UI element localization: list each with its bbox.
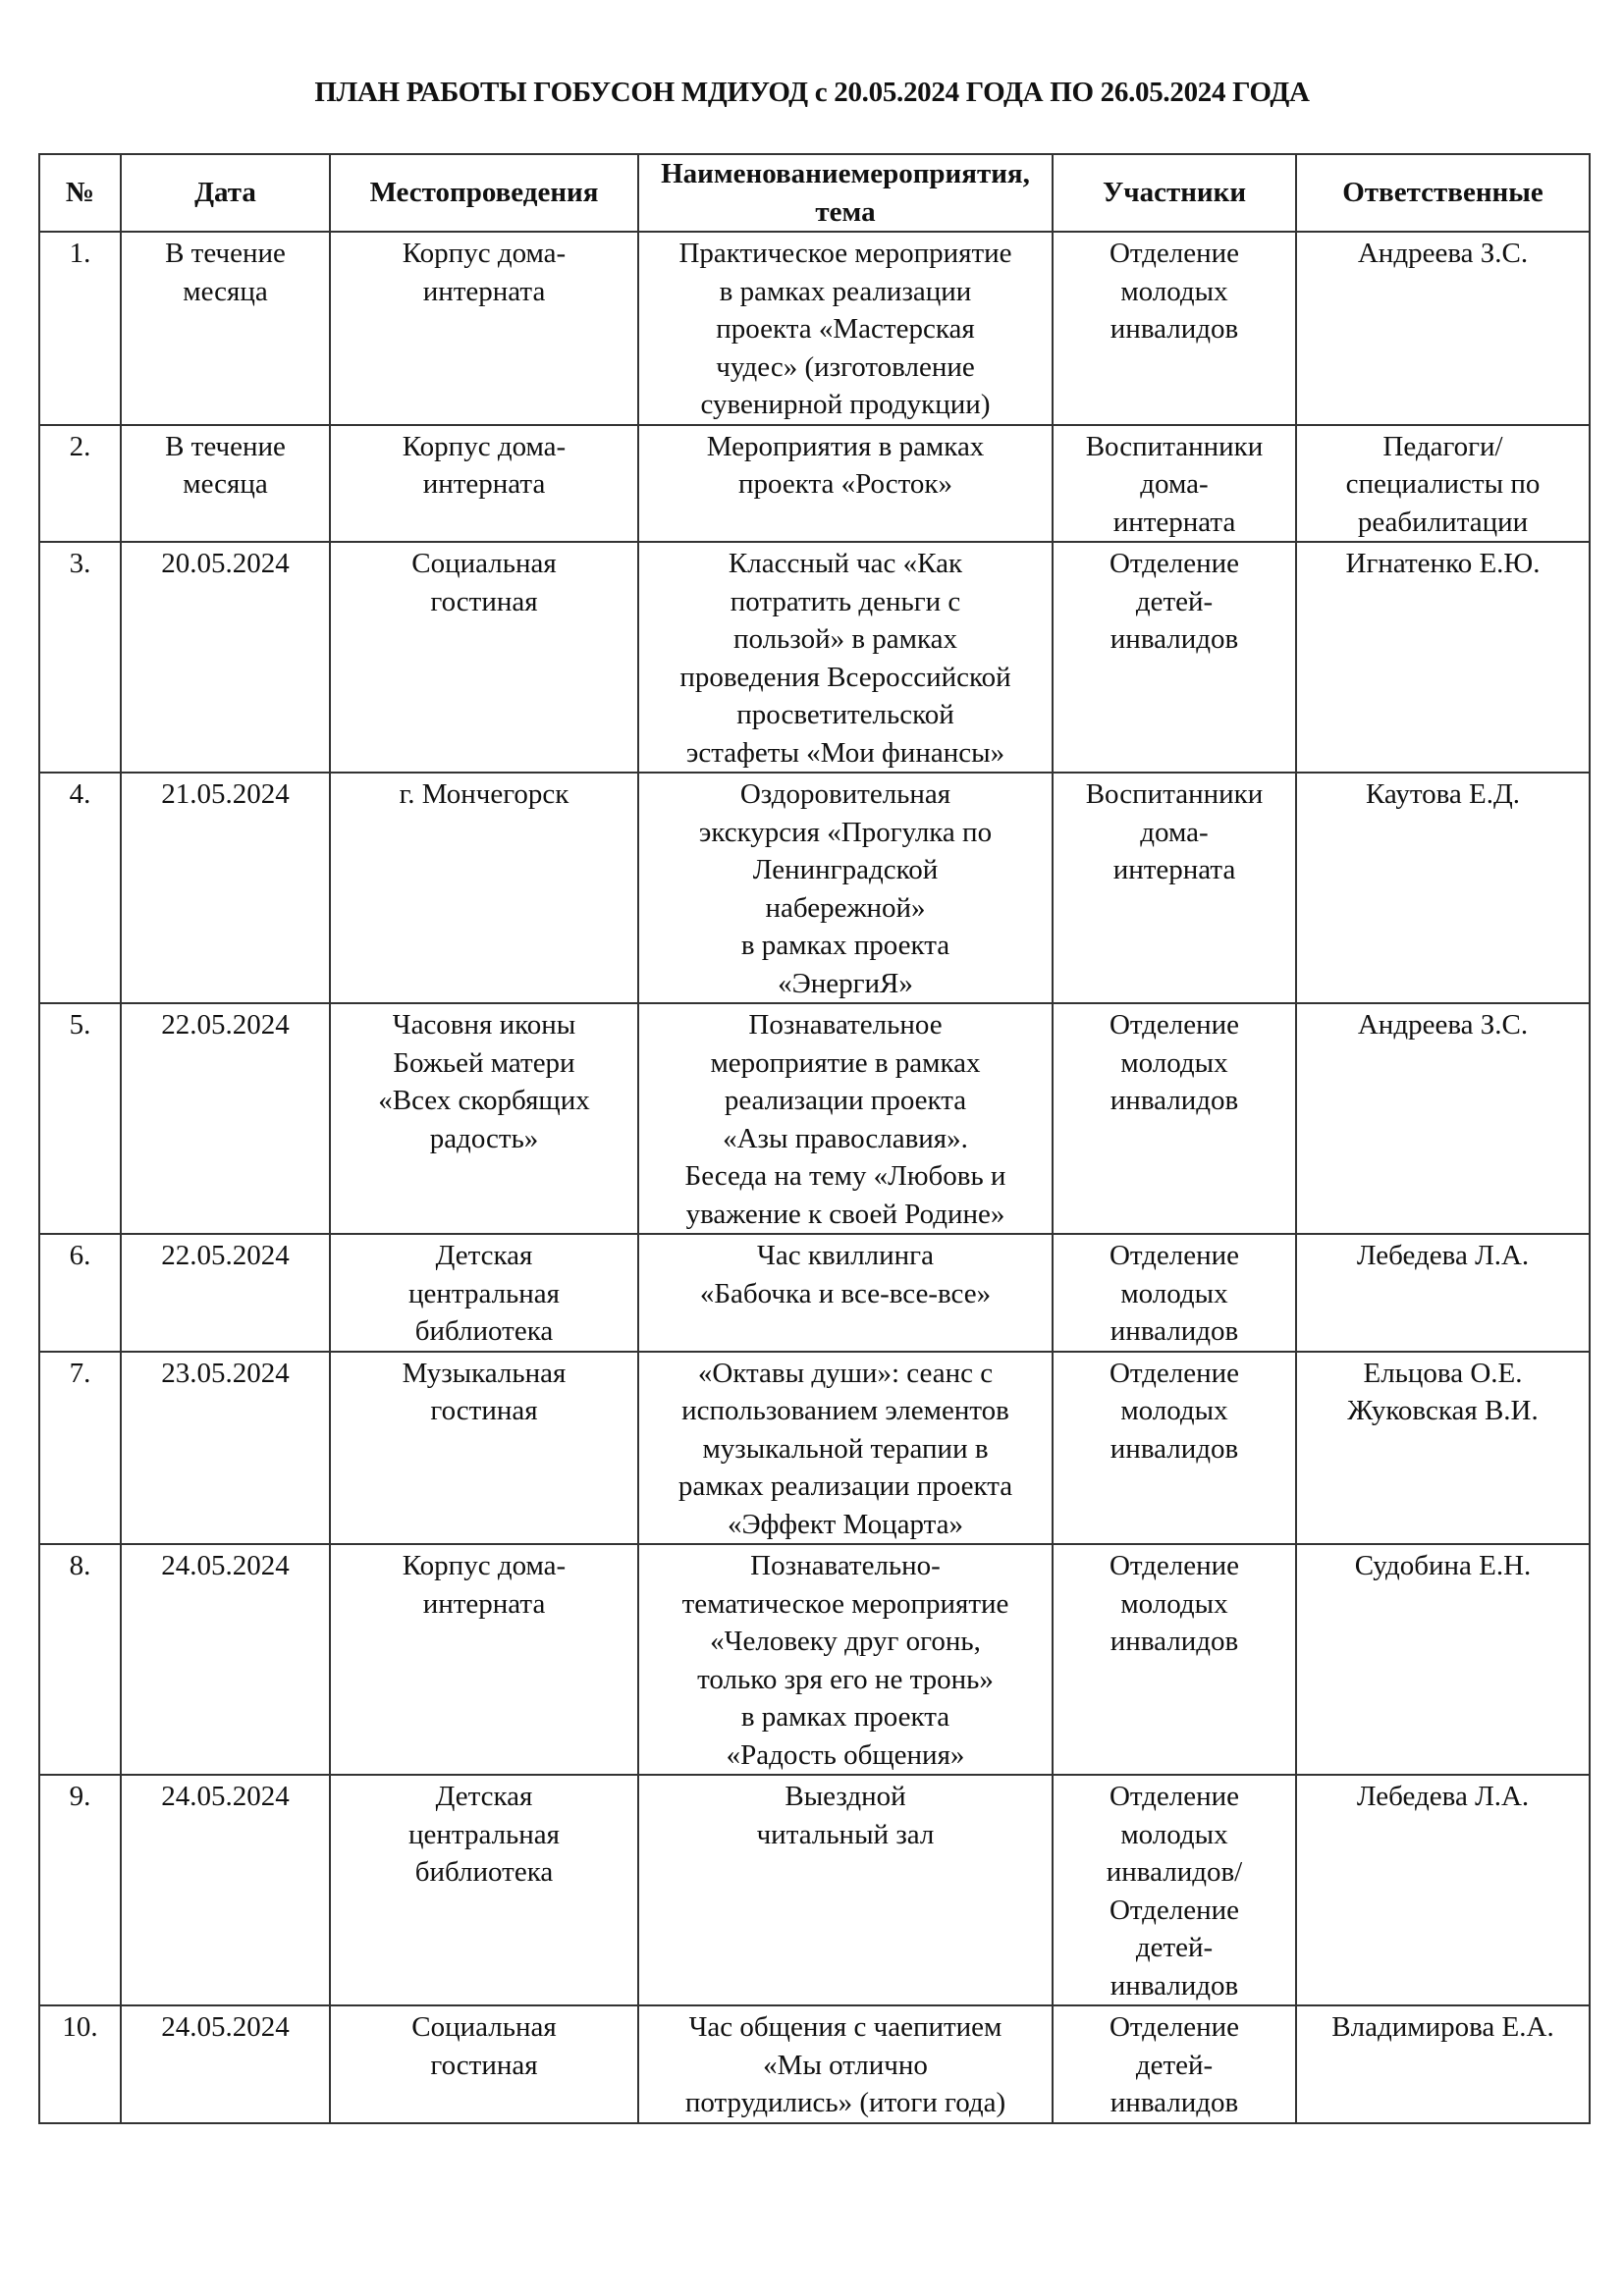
cell-event xyxy=(638,773,1053,1003)
cell-place xyxy=(330,1544,638,1775)
cell-text-line: «Всех скорбящих xyxy=(378,1085,590,1116)
cell-text-line: детей- xyxy=(1135,1932,1214,1963)
cell-text-line: реализации проекта xyxy=(724,1085,967,1116)
cell-text-line: Корпус дома- xyxy=(402,430,567,462)
cell-text-line: гостиная xyxy=(430,585,538,617)
cell-text-line: 5. xyxy=(69,1009,91,1041)
cell-text-line: Воспитанники xyxy=(1085,778,1264,810)
cell-text-line: Классный час «Как xyxy=(728,548,963,579)
cell-event xyxy=(638,1544,1053,1775)
cell-text-line: Детская xyxy=(435,1240,533,1271)
cell-number xyxy=(39,2005,121,2123)
cell-text-line: Часовня иконы xyxy=(392,1009,576,1041)
cell-text-line: 3. xyxy=(69,548,91,579)
cell-text-line: «Бабочка и все-все-все» xyxy=(699,1277,992,1309)
cell-participants xyxy=(1053,1352,1296,1545)
cell-text-line: 4. xyxy=(69,778,91,810)
cell-text-line: Отделение xyxy=(1109,548,1240,579)
cell-text-line: Ельцова О.Е. xyxy=(1363,1357,1523,1389)
cell-text-line: гостиная xyxy=(430,1395,538,1426)
cell-text-line: Отделение xyxy=(1109,1550,1240,1581)
cell-number xyxy=(39,1003,121,1234)
cell-responsible xyxy=(1296,2005,1590,2123)
cell-text-line: центральная xyxy=(408,1277,560,1309)
cell-event xyxy=(638,2005,1053,2123)
cell-date xyxy=(121,2005,330,2123)
cell-date xyxy=(121,542,330,773)
cell-text-line: Ленинградской xyxy=(752,854,939,885)
cell-text-line: Андреева З.С. xyxy=(1357,1009,1529,1041)
cell-text-line: проекта «Мастерская xyxy=(716,313,975,345)
cell-text-line: 7. xyxy=(69,1357,91,1389)
document-title: ПЛАН РАБОТЫ ГОБУСОН МДИУОД с 20.05.2024 ГОДА ПО 26.05.2024 ГОДА xyxy=(314,77,1310,108)
cell-responsible xyxy=(1296,542,1590,773)
cell-place xyxy=(330,1352,638,1545)
cell-text-line: реабилитации xyxy=(1357,506,1529,538)
cell-participants xyxy=(1053,425,1296,543)
cell-text-line: Каутова Е.Д. xyxy=(1365,778,1521,810)
table-row xyxy=(39,2005,1590,2123)
cell-text-line: Выездной xyxy=(785,1781,906,1812)
cell-text-line: 22.05.2024 xyxy=(161,1009,290,1041)
table-row xyxy=(39,773,1590,1003)
cell-text-line: только зря его не тронь» xyxy=(697,1663,994,1695)
cell-text-line: рамках реализации проекта xyxy=(677,1470,1013,1502)
cell-responsible xyxy=(1296,1775,1590,2005)
cell-text-line: «ЭнергиЯ» xyxy=(778,967,913,999)
cell-text-line: тематическое мероприятие xyxy=(681,1587,1009,1620)
header-label-line: Ответственные xyxy=(1342,177,1543,209)
cell-text-line: Судобина Е.Н. xyxy=(1354,1550,1532,1581)
cell-text-line: 2. xyxy=(69,430,91,462)
cell-text-line: сувенирной продукции) xyxy=(700,389,991,420)
header-label-line: Дата xyxy=(194,177,256,209)
header-event xyxy=(638,154,1053,232)
header-label-line: № xyxy=(65,177,95,209)
cell-text-line: инвалидов xyxy=(1110,1626,1239,1657)
cell-responsible xyxy=(1296,773,1590,1003)
cell-participants xyxy=(1053,1775,1296,2005)
cell-text-line: детей- xyxy=(1135,585,1214,617)
header-label-line: проведения xyxy=(450,177,599,209)
cell-text-line: Музыкальная xyxy=(402,1357,567,1389)
table-row xyxy=(39,1003,1590,1234)
cell-text-line: молодых xyxy=(1120,1046,1228,1079)
cell-text-line: в рамках проекта xyxy=(740,930,950,961)
cell-text-line: Андреева З.С. xyxy=(1357,238,1529,269)
cell-participants xyxy=(1053,1003,1296,1234)
cell-event xyxy=(638,1234,1053,1352)
cell-number xyxy=(39,1352,121,1545)
header-place xyxy=(330,154,638,232)
cell-text-line: 24.05.2024 xyxy=(161,1550,290,1581)
cell-text-line: 21.05.2024 xyxy=(161,778,290,810)
header-label-line: Участники xyxy=(1102,177,1247,209)
cell-event xyxy=(638,542,1053,773)
cell-text-line: инвалидов xyxy=(1110,1969,1239,2002)
cell-responsible xyxy=(1296,232,1590,425)
cell-text-line: Корпус дома- xyxy=(402,1550,567,1581)
cell-participants xyxy=(1053,2005,1296,2123)
header-label-line: Место xyxy=(369,177,451,209)
cell-text-line: специалисты по xyxy=(1345,468,1541,500)
cell-number xyxy=(39,425,121,543)
cell-text-line: Педагоги/ xyxy=(1382,430,1503,462)
cell-text-line: мероприятие в рамках xyxy=(710,1046,981,1079)
cell-text-line: интерната xyxy=(422,468,546,500)
cell-text-line: молодых xyxy=(1120,275,1228,307)
cell-text-line: 20.05.2024 xyxy=(161,548,290,579)
cell-place xyxy=(330,1003,638,1234)
table-row xyxy=(39,1775,1590,2005)
cell-text-line: интерната xyxy=(1112,506,1236,538)
table-row xyxy=(39,232,1590,425)
cell-responsible xyxy=(1296,1544,1590,1775)
cell-text-line: Мероприятия в рамках xyxy=(706,430,985,462)
cell-text-line: молодых xyxy=(1120,1395,1228,1426)
cell-text-line: Познавательное xyxy=(748,1009,943,1041)
cell-responsible xyxy=(1296,1003,1590,1234)
cell-date xyxy=(121,1544,330,1775)
cell-event xyxy=(638,1775,1053,2005)
cell-text-line: 10. xyxy=(62,2011,98,2043)
cell-text-line: читальный зал xyxy=(756,1818,935,1850)
cell-date xyxy=(121,425,330,543)
cell-text-line: потрудились» (итоги года) xyxy=(684,2087,1006,2118)
cell-place xyxy=(330,1234,638,1352)
cell-text-line: «Радость общения» xyxy=(726,1738,965,1771)
cell-number xyxy=(39,542,121,773)
table-header-row xyxy=(39,154,1590,232)
cell-text-line: 24.05.2024 xyxy=(161,1781,290,1812)
cell-text-line: дома- xyxy=(1140,468,1209,500)
cell-text-line: чудес» (изготовление xyxy=(716,350,975,383)
cell-text-line: Оздоровительная xyxy=(739,778,951,810)
cell-text-line: библиотека xyxy=(414,1856,554,1888)
cell-responsible xyxy=(1296,1352,1590,1545)
cell-text-line: инвалидов xyxy=(1110,313,1239,345)
cell-place xyxy=(330,1775,638,2005)
cell-participants xyxy=(1053,1234,1296,1352)
cell-text-line: Отделение xyxy=(1109,1240,1240,1271)
cell-text-line: детей- xyxy=(1135,2049,1214,2081)
cell-text-line: проекта «Росток» xyxy=(738,468,952,500)
cell-participants xyxy=(1053,1544,1296,1775)
cell-event xyxy=(638,425,1053,543)
cell-text-line: инвалидов/ xyxy=(1106,1856,1243,1888)
cell-text-line: Час квиллинга xyxy=(757,1240,934,1271)
cell-text-line: 6. xyxy=(69,1240,91,1271)
cell-text-line: эстафеты «Мои финансы» xyxy=(685,736,1005,769)
cell-text-line: инвалидов xyxy=(1110,1085,1239,1116)
cell-text-line: Практическое мероприятие xyxy=(678,238,1012,269)
cell-date xyxy=(121,1775,330,2005)
cell-text-line: Игнатенко Е.Ю. xyxy=(1345,548,1541,579)
cell-text-line: пользой» в рамках xyxy=(732,623,958,655)
cell-text-line: радость» xyxy=(429,1122,539,1154)
cell-text-line: Отделение xyxy=(1109,2011,1240,2043)
cell-text-line: Лебедева Л.А. xyxy=(1356,1781,1530,1812)
cell-text-line: Беседа на тему «Любовь и xyxy=(684,1160,1006,1192)
table-row xyxy=(39,1234,1590,1352)
cell-text-line: 24.05.2024 xyxy=(161,2011,290,2043)
header-label-line: мероприятия, тема xyxy=(815,158,1030,228)
cell-text-line: В течение xyxy=(165,430,286,462)
cell-text-line: 1. xyxy=(69,238,91,269)
cell-text-line: 22.05.2024 xyxy=(161,1240,290,1271)
cell-text-line: «Мы отлично xyxy=(763,2049,928,2081)
cell-text-line: потратить деньги с xyxy=(730,585,961,617)
cell-text-line: 9. xyxy=(69,1781,91,1812)
cell-text-line: Социальная xyxy=(411,548,557,579)
header-label-line: Наименование xyxy=(661,158,851,189)
cell-event xyxy=(638,232,1053,425)
cell-text-line: инвалидов xyxy=(1110,1315,1239,1347)
cell-event xyxy=(638,1003,1053,1234)
cell-text-line: Воспитанники xyxy=(1085,430,1264,462)
cell-event xyxy=(638,1352,1053,1545)
cell-date xyxy=(121,232,330,425)
cell-text-line: Отделение xyxy=(1109,1894,1240,1926)
cell-text-line: 8. xyxy=(69,1550,91,1581)
cell-place xyxy=(330,2005,638,2123)
cell-text-line: просветительской xyxy=(736,699,954,730)
cell-text-line: Познавательно- xyxy=(750,1550,941,1581)
cell-place xyxy=(330,232,638,425)
cell-text-line: «Человеку друг огонь, xyxy=(710,1626,981,1657)
cell-text-line: инвалидов xyxy=(1110,2087,1239,2118)
cell-text-line: интерната xyxy=(422,1587,546,1620)
cell-text-line: Владимирова Е.А. xyxy=(1331,2011,1554,2043)
cell-text-line: Отделение xyxy=(1109,238,1240,269)
header-number xyxy=(39,154,121,232)
cell-text-line: г. Мончегорск xyxy=(399,778,569,810)
header-participants xyxy=(1053,154,1296,232)
cell-text-line: интерната xyxy=(1112,854,1236,885)
cell-text-line: проведения Всероссийской xyxy=(679,661,1011,693)
cell-text-line: «Азы православия». xyxy=(723,1122,968,1154)
table-body xyxy=(39,232,1590,2123)
cell-text-line: уважение к своей Родине» xyxy=(685,1198,1005,1230)
cell-number xyxy=(39,1544,121,1775)
cell-text-line: библиотека xyxy=(414,1315,554,1347)
cell-text-line: в рамках реализации xyxy=(719,275,972,307)
cell-text-line: 23.05.2024 xyxy=(161,1357,290,1389)
cell-text-line: инвалидов xyxy=(1110,1432,1239,1465)
cell-text-line: месяца xyxy=(183,468,268,500)
cell-text-line: Отделение xyxy=(1109,1357,1240,1389)
cell-text-line: Социальная xyxy=(411,2011,557,2043)
cell-participants xyxy=(1053,232,1296,425)
cell-number xyxy=(39,773,121,1003)
cell-text-line: месяца xyxy=(183,275,268,307)
cell-text-line: дома- xyxy=(1140,816,1209,848)
cell-responsible xyxy=(1296,425,1590,543)
cell-date xyxy=(121,1003,330,1234)
cell-text-line: Жуковская В.И. xyxy=(1347,1395,1539,1426)
work-plan-table xyxy=(38,153,1591,2124)
cell-place xyxy=(330,773,638,1003)
cell-text-line: в рамках проекта xyxy=(740,1701,950,1733)
table-row xyxy=(39,1544,1590,1775)
cell-text-line: молодых xyxy=(1120,1587,1228,1620)
cell-text-line: молодых xyxy=(1120,1818,1228,1850)
cell-date xyxy=(121,1352,330,1545)
cell-text-line: «Октавы души»: сеанс с xyxy=(697,1357,994,1389)
cell-text-line: инвалидов xyxy=(1110,623,1239,655)
cell-number xyxy=(39,1775,121,2005)
table-row xyxy=(39,542,1590,773)
cell-text-line: набережной» xyxy=(765,891,926,924)
cell-text-line: экскурсия «Прогулка по xyxy=(698,816,993,848)
cell-place xyxy=(330,425,638,543)
cell-text-line: Час общения с чаепитием xyxy=(688,2011,1002,2043)
header-date xyxy=(121,154,330,232)
cell-responsible xyxy=(1296,1234,1590,1352)
cell-text-line: использованием элементов xyxy=(681,1395,1009,1426)
cell-text-line: Отделение xyxy=(1109,1781,1240,1812)
cell-place xyxy=(330,542,638,773)
cell-participants xyxy=(1053,542,1296,773)
cell-text-line: Божьей матери xyxy=(393,1046,575,1079)
cell-number xyxy=(39,1234,121,1352)
cell-text-line: гостиная xyxy=(430,2049,538,2081)
cell-text-line: Лебедева Л.А. xyxy=(1356,1240,1530,1271)
cell-text-line: интерната xyxy=(422,275,546,307)
table-row xyxy=(39,425,1590,543)
cell-text-line: молодых xyxy=(1120,1277,1228,1309)
cell-text-line: центральная xyxy=(408,1818,560,1850)
header-responsible xyxy=(1296,154,1590,232)
cell-date xyxy=(121,1234,330,1352)
cell-text-line: Детская xyxy=(435,1781,533,1812)
cell-text-line: В течение xyxy=(165,238,286,269)
cell-participants xyxy=(1053,773,1296,1003)
cell-text-line: Корпус дома- xyxy=(402,238,567,269)
cell-text-line: «Эффект Моцарта» xyxy=(727,1508,964,1540)
table-row xyxy=(39,1352,1590,1545)
cell-text-line: музыкальной терапии в xyxy=(702,1432,989,1465)
cell-text-line: Отделение xyxy=(1109,1009,1240,1041)
cell-date xyxy=(121,773,330,1003)
cell-number xyxy=(39,232,121,425)
